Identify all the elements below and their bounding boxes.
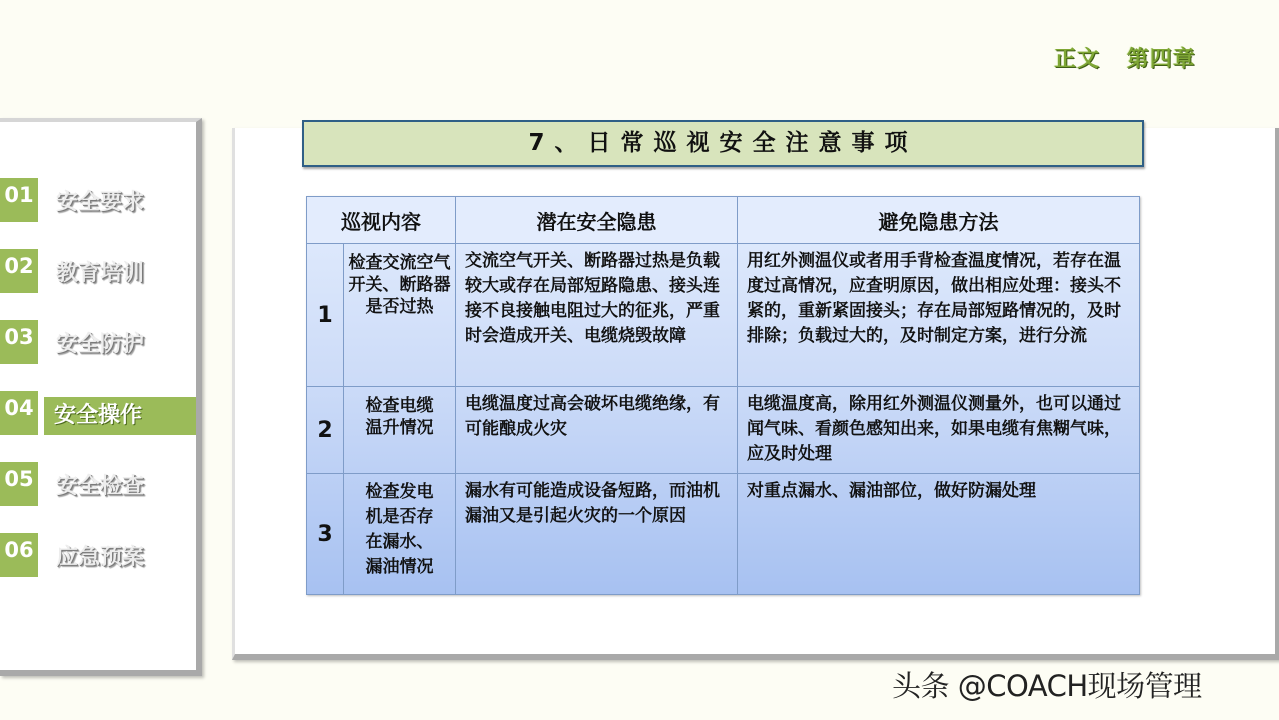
nav-label: 安全要求 [56,190,145,215]
row-method: 对重点漏水、漏油部位，做好防漏处理 [738,474,1140,595]
nav-number: 05 [0,462,38,506]
nav-number: 01 [0,178,38,222]
sidebar-item-safety-protection[interactable] [0,326,196,364]
page-title: 7、日常巡视安全注意事项 [302,120,1144,167]
sidebar-item-education-training[interactable] [0,255,196,293]
row-method: 电缆温度高，除用红外测温仪测量外，也可以通过闻气味、看颜色感知出来，如果电缆有焦糊气味，应及时处理 [738,387,1140,474]
nav-number: 06 [0,533,38,577]
nav-label: 安全操作 [44,397,196,435]
sidebar-item-safety-inspection[interactable] [0,468,196,506]
row-hazard: 漏水有可能造成设备短路，而油机漏油又是引起火灾的一个原因 [456,474,738,595]
nav-number: 04 [0,391,38,435]
row-hazard: 电缆温度过高会破坏电缆绝缘，有可能酿成火灾 [456,387,738,474]
table-header-row [307,197,1140,244]
sidebar-item-emergency-plan[interactable] [0,539,196,577]
row-number: 3 [307,474,344,595]
sidebar [0,118,202,676]
row-number: 2 [307,387,344,474]
row-item: 检查发电机是否存在漏水、漏油情况 [344,474,456,595]
nav-label: 教育培训 [56,261,145,286]
nav-label: 安全防护 [56,332,145,357]
sidebar-item-safety-operation[interactable] [0,397,196,435]
row-hazard: 交流空气开关、断路器过热是负载较大或存在局部短路隐患、接头连接不良接触电阻过大的征兆，严重时会造成开关、电缆烧毁故障 [456,244,738,387]
row-item: 检查电缆温升情况 [344,387,456,474]
row-method: 用红外测温仪或者用手背检查温度情况，若存在温度过高情况，应查明原因，做出相应处理：接头不紧的，重新紧固接头；存在局部短路情况的，及时排除；负载过大的，及时制定方案，进行分流 [738,244,1140,387]
table-row [307,244,1140,387]
watermark: 头条 @COACH现场管理 [892,669,1202,703]
sidebar-item-safety-requirements[interactable] [0,184,196,222]
header-prevention-method: 避免隐患方法 [738,197,1140,244]
nav-number: 02 [0,249,38,293]
nav-number: 03 [0,320,38,364]
inspection-table [306,196,1140,595]
row-number: 1 [307,244,344,387]
table-row [307,387,1140,474]
header-potential-hazard: 潜在安全隐患 [456,197,738,244]
chapter-label: 正文 第四章 [1054,47,1196,72]
row-item: 检查交流空气开关、断路器是否过热 [344,244,456,387]
nav-label: 安全检查 [56,474,145,499]
nav-label: 应急预案 [56,545,145,570]
table-row [307,474,1140,595]
header-inspection-content: 巡视内容 [307,197,456,244]
